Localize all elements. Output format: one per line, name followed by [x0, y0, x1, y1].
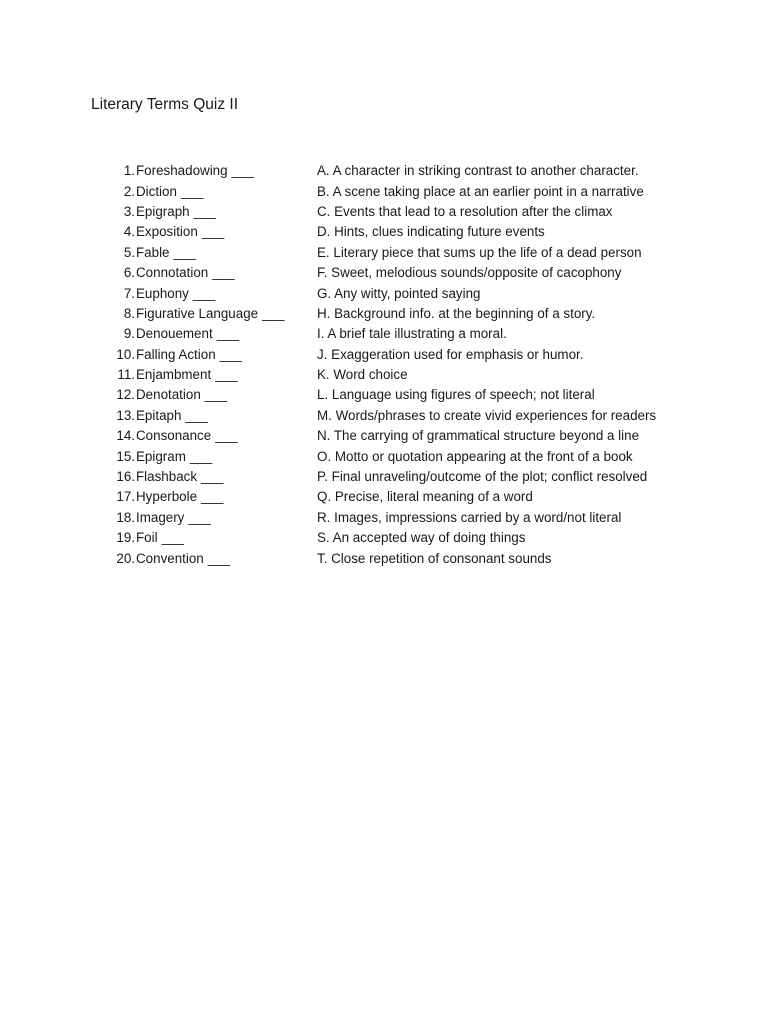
answer-blank: ___ — [185, 407, 208, 423]
answer-blank: ___ — [215, 428, 238, 444]
term-label: Figurative Language — [136, 305, 259, 321]
answer-blank: ___ — [215, 367, 238, 383]
item-number: 11. — [117, 367, 135, 383]
item-number: 10. — [116, 346, 135, 362]
term-cell — [135, 385, 317, 405]
quiz-row — [108, 406, 748, 426]
definition: H. Background info. at the beginning of a story. — [317, 305, 596, 321]
term-label: Connotation — [136, 265, 209, 281]
definition: R. Images, impressions carried by a word/not literal — [317, 509, 622, 525]
term-cell — [135, 467, 317, 487]
definition: A. A character in striking contrast to another character. — [317, 163, 639, 179]
term-cell — [135, 202, 317, 222]
answer-blank: ___ — [212, 265, 235, 281]
term-cell — [135, 406, 317, 426]
quiz-row — [108, 528, 748, 548]
quiz-row — [108, 467, 748, 487]
answer-blank: ___ — [219, 346, 242, 362]
answer-blank: ___ — [188, 509, 211, 525]
quiz-row — [108, 365, 748, 385]
answer-blank: ___ — [201, 224, 225, 240]
item-number: 5. — [123, 244, 135, 260]
quiz-row — [108, 324, 748, 344]
term-label: Flashback — [136, 469, 198, 485]
quiz-row — [108, 263, 748, 283]
term-cell — [135, 487, 317, 507]
term-cell — [135, 304, 317, 324]
term-cell — [135, 284, 317, 304]
item-number: 8. — [123, 305, 135, 321]
term-label: Fable — [136, 244, 170, 260]
answer-blank: ___ — [161, 530, 184, 546]
quiz-row — [108, 283, 748, 303]
term-cell — [135, 324, 317, 344]
term-label: Denouement — [136, 326, 213, 342]
definition: L. Language using figures of speech; not literal — [317, 387, 595, 403]
item-number: 4. — [123, 224, 135, 240]
quiz-row — [108, 426, 748, 446]
quiz-row — [108, 508, 748, 528]
item-number: 3. — [123, 203, 135, 219]
item-number: 15. — [116, 448, 135, 464]
item-number: 16. — [116, 469, 135, 485]
answer-blank: ___ — [173, 244, 196, 260]
term-label: Exposition — [136, 224, 198, 240]
definition: Q. Precise, literal meaning of a word — [317, 489, 533, 505]
item-number: 18. — [116, 509, 135, 525]
item-number: 2. — [123, 183, 135, 199]
definition: P. Final unraveling/outcome of the plot; conflict resolved — [317, 469, 648, 485]
term-label: Foreshadowing — [136, 163, 228, 179]
definition: F. Sweet, melodious sounds/opposite of cacophony — [317, 265, 622, 281]
term-cell — [135, 426, 317, 446]
answer-blank: ___ — [231, 163, 254, 179]
term-label: Consonance — [136, 428, 212, 444]
quiz-row — [108, 487, 748, 507]
item-number: 14. — [116, 428, 135, 444]
item-number: 19. — [116, 530, 135, 546]
item-number: 20. — [116, 550, 135, 566]
answer-blank: ___ — [192, 285, 216, 301]
definition: E. Literary piece that sums up the life of a dead person — [317, 244, 642, 260]
page-title: Literary Terms Quiz II — [91, 96, 239, 113]
term-cell — [135, 161, 317, 181]
definition: I. A brief tale illustrating a moral. — [317, 326, 507, 342]
definition: G. Any witty, pointed saying — [317, 285, 481, 301]
definition: M. Words/phrases to create vivid experiences for readers — [317, 407, 657, 423]
definition: C. Events that lead to a resolution after the climax — [317, 203, 613, 219]
term-cell — [135, 365, 317, 385]
term-label: Diction — [136, 183, 177, 199]
term-label: Hyperbole — [136, 489, 198, 505]
term-label: Epigraph — [136, 203, 190, 219]
quiz-row — [108, 548, 748, 568]
answer-blank: ___ — [262, 305, 285, 321]
quiz-row — [108, 243, 748, 263]
term-label: Denotation — [136, 387, 201, 403]
item-number: 12. — [116, 387, 135, 403]
quiz-row — [108, 446, 748, 466]
term-label: Euphony — [136, 285, 189, 301]
item-number: 9. — [123, 326, 135, 342]
quiz-row — [108, 161, 748, 181]
term-label: Epigram — [136, 448, 186, 464]
quiz-row — [108, 202, 748, 222]
answer-blank: ___ — [207, 550, 231, 566]
term-label: Enjambment — [136, 367, 212, 383]
item-number: 7. — [123, 285, 135, 301]
quiz-row — [108, 345, 748, 365]
quiz-row — [108, 181, 748, 201]
term-label: Convention — [136, 550, 204, 566]
item-number: 13. — [116, 407, 135, 423]
term-label: Imagery — [136, 509, 185, 525]
definition: S. An accepted way of doing things — [317, 530, 526, 546]
term-label: Epitaph — [136, 407, 182, 423]
definition: T. Close repetition of consonant sounds — [317, 550, 552, 566]
term-cell — [135, 447, 317, 467]
term-cell — [135, 243, 317, 263]
term-cell — [135, 508, 317, 528]
quiz-row — [108, 385, 748, 405]
term-cell — [135, 263, 317, 283]
term-cell — [135, 549, 317, 569]
term-cell — [135, 182, 317, 202]
answer-blank: ___ — [216, 326, 240, 342]
term-cell — [135, 528, 317, 548]
term-label: Foil — [136, 530, 158, 546]
answer-blank: ___ — [201, 469, 224, 485]
answer-blank: ___ — [180, 183, 204, 199]
definition: K. Word choice — [317, 367, 408, 383]
definition: B. A scene taking place at an earlier point in a narrative — [317, 183, 644, 199]
term-cell — [135, 222, 317, 242]
item-number: 6. — [123, 265, 135, 281]
quiz-list — [108, 161, 748, 569]
answer-blank: ___ — [204, 387, 228, 403]
item-number: 17. — [116, 489, 135, 505]
answer-blank: ___ — [201, 489, 224, 505]
definition: J. Exaggeration used for emphasis or humor. — [317, 346, 584, 362]
term-label: Falling Action — [136, 346, 216, 362]
answer-blank: ___ — [189, 448, 213, 464]
quiz-row — [108, 304, 748, 324]
answer-blank: ___ — [193, 203, 216, 219]
item-number: 1. — [123, 163, 135, 179]
quiz-row — [108, 222, 748, 242]
definition: D. Hints, clues indicating future events — [317, 224, 545, 240]
term-cell — [135, 345, 317, 365]
definition: O. Motto or quotation appearing at the front of a book — [317, 448, 633, 464]
definition: N. The carrying of grammatical structure beyond a line — [317, 428, 640, 444]
